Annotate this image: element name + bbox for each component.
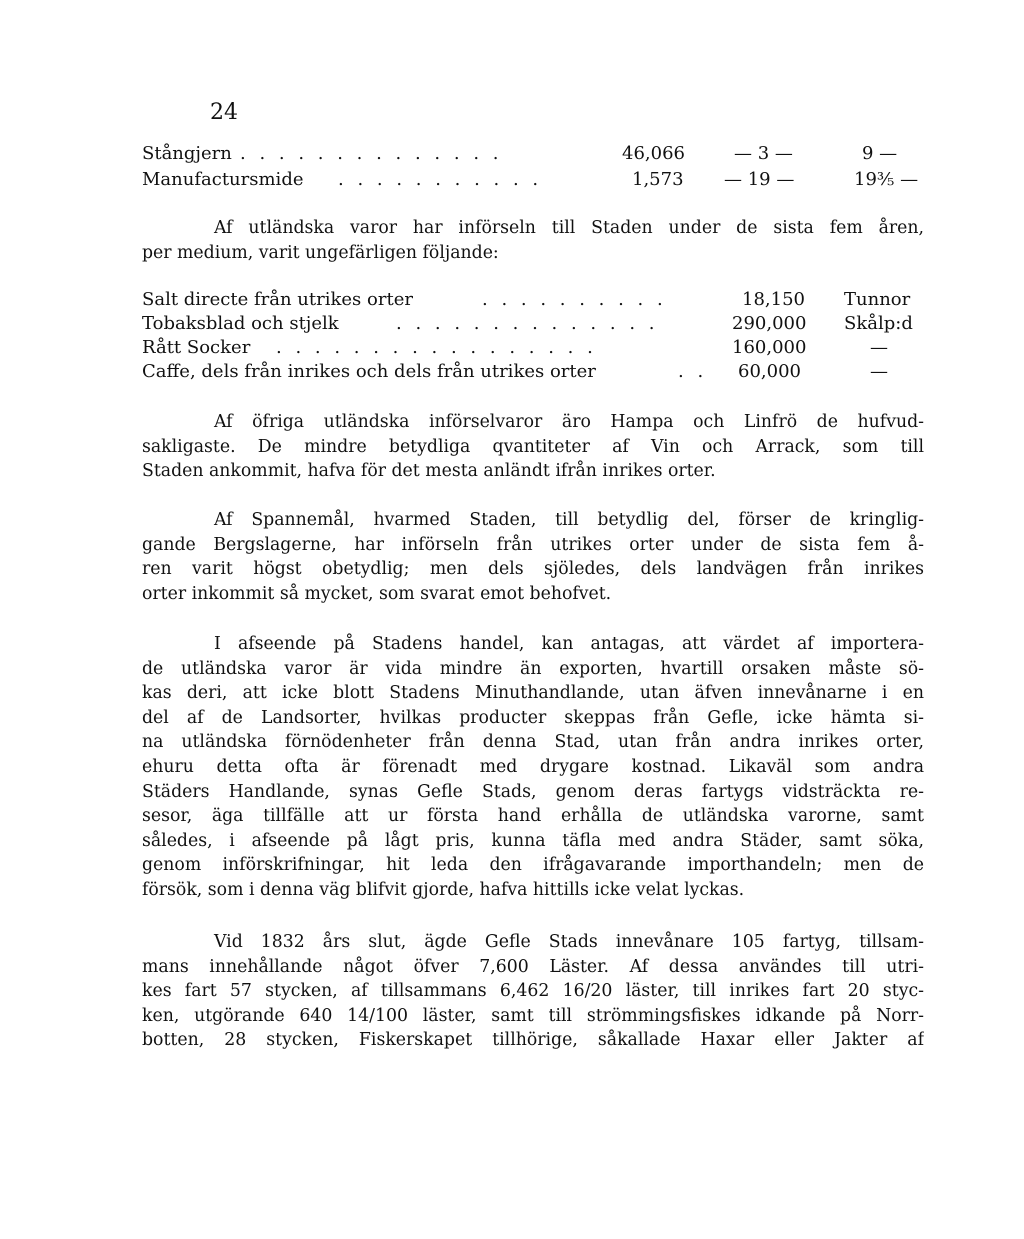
table1-row bbox=[142, 168, 924, 192]
table1-row-dots: . . . . . . . . . . . . . . bbox=[240, 143, 503, 164]
table2-row-dots: . . . . . . . . . . . . . . bbox=[396, 313, 659, 334]
table2-row bbox=[142, 288, 924, 312]
table1-row-label: Manufactursmide bbox=[142, 169, 304, 190]
table1-row bbox=[142, 142, 924, 166]
paragraph-other-imports bbox=[142, 410, 924, 484]
document-page bbox=[142, 90, 924, 1210]
paragraph-line: sakligaste. De mindre betydliga qvantiteter af Vin och Arrack, som till bbox=[142, 436, 924, 457]
paragraph-line: genom införskrifningar, hit leda den ifrågavarande importhandeln; men de bbox=[142, 855, 924, 876]
table1-row-value: 1,573 bbox=[632, 169, 684, 190]
paragraph-line: botten, 28 stycken, Fiskerskapet tillhörige, såkallade Haxar eller Jakter af bbox=[142, 1030, 924, 1051]
paragraph-grain bbox=[142, 508, 924, 606]
table2-row-dots: . . . . . . . . . . bbox=[482, 289, 667, 310]
paragraph-line: ren varit högst obetydlig; men dels sjöledes, dels landvägen från inrikes bbox=[142, 559, 924, 580]
paragraph-line: kas deri, att icke blott Stadens Minuthandlande, utan äfven innevånarne i en bbox=[142, 683, 924, 704]
paragraph-line: per medium, varit ungefärligen följande: bbox=[142, 242, 499, 263]
table1-row-col2: — 3 — bbox=[734, 143, 793, 164]
paragraph-line: Vid 1832 års slut, ägde Gefle Stads innevånare 105 fartyg, tillsam- bbox=[214, 932, 924, 952]
table2-row-label: Rått Socker bbox=[142, 337, 251, 358]
paragraph-line: mans innehållande något öfver 7,600 Läster. Af dessa användes till utri- bbox=[142, 956, 924, 977]
table1-row-col3: 9 — bbox=[862, 143, 898, 164]
paragraph-line: Af öfriga utländska införselvaror äro Hampa och Linfrö de hufvud- bbox=[214, 412, 924, 432]
table2-row-unit: — bbox=[870, 361, 888, 382]
page-number: 24 bbox=[210, 100, 238, 125]
paragraph-line: Staden ankommit, hafva för det mesta anländt ifrån inrikes orter. bbox=[142, 461, 716, 482]
paragraph-line: sesor, äga tillfälle att ur första hand erhålla de utländska varorne, samt bbox=[142, 806, 924, 827]
table2-row-label: Caffe, dels från inrikes och dels från utrikes orter bbox=[142, 361, 596, 382]
paragraph-line: Städers Handlande, synas Gefle Stads, genom deras fartygs vidsträckta re- bbox=[142, 781, 924, 802]
table2-row-value: 18,150 bbox=[742, 289, 805, 310]
table2-row-label: Tobaksblad och stjelk bbox=[142, 313, 339, 334]
paragraph-line: Af utländska varor har införseln till Staden under de sista fem åren, bbox=[214, 218, 924, 238]
table1-row-label: Stångjern bbox=[142, 143, 232, 164]
table2-row-value: 160,000 bbox=[732, 337, 807, 358]
paragraph-line: gande Bergslagerne, har införseln från utrikes orter under de sista fem å- bbox=[142, 534, 924, 555]
paragraph-line: således, i afseende på lågt pris, kunna täfla med andra Städer, samt söka, bbox=[142, 830, 924, 851]
table1-row-col2: — 19 — bbox=[724, 169, 795, 190]
table2-row bbox=[142, 360, 924, 384]
table2-row bbox=[142, 336, 924, 360]
table2-row-label: Salt directe från utrikes orter bbox=[142, 289, 413, 310]
table2-row-dots: . . bbox=[678, 361, 708, 382]
paragraph-line: orter inkommit så mycket, som svarat emot behofvet. bbox=[142, 583, 612, 604]
paragraph-line: na utländska förnödenheter från denna Stad, utan från andra inrikes orter, bbox=[142, 732, 924, 753]
table2-row-unit: Skålp:d bbox=[844, 313, 913, 334]
table2-row-value: 60,000 bbox=[738, 361, 801, 382]
paragraph-fleet bbox=[142, 930, 924, 1053]
paragraph-line: kes fart 57 stycken, af tillsammans 6,462 16/20 läster, till inrikes fart 20 styc- bbox=[142, 981, 924, 1002]
paragraph-line: Af Spannemål, hvarmed Staden, till betydlig del, förser de kringlig- bbox=[214, 510, 924, 530]
paragraph-line: de utländska varor är vida mindre än exporten, hvartill orsaken måste sö- bbox=[142, 658, 924, 679]
table1-row-dots: . . . . . . . . . . . bbox=[338, 169, 543, 190]
table1-row-value: 46,066 bbox=[622, 143, 685, 164]
paragraph-line: del af de Landsorter, hvilkas producter skeppas från Gefle, icke hämta si- bbox=[142, 707, 924, 728]
table2-row-unit: — bbox=[870, 337, 888, 358]
table2-row-dots: . . . . . . . . . . . . . . . . . bbox=[276, 337, 597, 358]
table2-row-value: 290,000 bbox=[732, 313, 807, 334]
paragraph-line: ken, utgörande 640 14/100 läster, samt till strömmingsfiskes idkande på Norr- bbox=[142, 1005, 924, 1026]
paragraph-line: ehuru detta ofta är förenadt med drygare kostnad. Likaväl som andra bbox=[142, 756, 924, 777]
paragraph-line: försök, som i denna väg blifvit gjorde, hafva hittills icke velat lyckas. bbox=[142, 879, 745, 900]
table2-row bbox=[142, 312, 924, 336]
paragraph-imports-intro bbox=[142, 216, 924, 265]
paragraph-line: I afseende på Stadens handel, kan antagas, att värdet af importera- bbox=[214, 634, 924, 654]
table2-row-unit: Tunnor bbox=[844, 289, 911, 310]
paragraph-trade bbox=[142, 632, 924, 903]
table1-row-col3: 19⅗ — bbox=[854, 169, 919, 190]
